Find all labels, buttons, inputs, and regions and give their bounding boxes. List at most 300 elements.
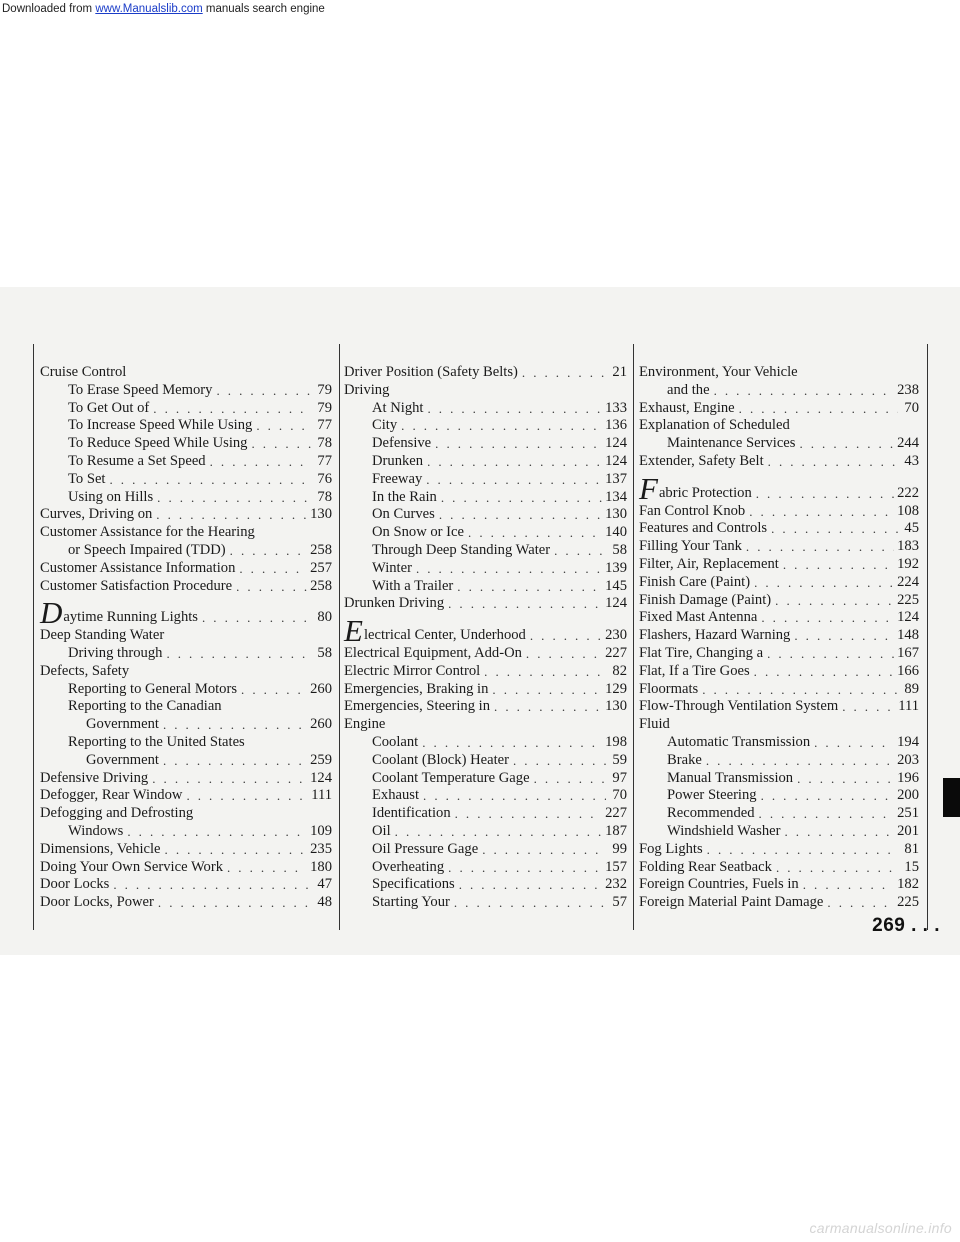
index-entry (40, 364, 332, 382)
index-entry (40, 506, 332, 524)
index-page-ref: 82 (612, 662, 627, 679)
index-entry (639, 453, 919, 471)
index-column-2 (344, 364, 627, 912)
index-page-ref: 70 (904, 399, 919, 416)
index-entry (344, 417, 627, 435)
index-entry (639, 538, 919, 556)
leader-dots (767, 645, 894, 663)
download-banner (0, 0, 960, 287)
index-entry-text (639, 592, 771, 610)
index-entry-label: Doing Your Own Service Work (40, 858, 223, 875)
index-entry (344, 752, 627, 770)
index-entry-label: Curves, Driving on (40, 506, 153, 523)
index-entry (639, 574, 919, 592)
index-entry-text (639, 627, 790, 645)
index-entry-text (68, 681, 237, 699)
index-page-ref: 196 (897, 769, 919, 786)
index-entry-label: Defogging and Defrosting (40, 805, 194, 822)
index-entry (639, 470, 919, 506)
section-letter: D (40, 595, 63, 631)
index-page-ref: 232 (605, 876, 627, 893)
index-page-ref: 225 (897, 591, 919, 608)
leader-dots (455, 805, 602, 823)
index-page-ref: 111 (311, 787, 332, 804)
index-entry-text (639, 716, 670, 734)
index-entry-label: Recommended (667, 805, 755, 822)
index-page-ref: 136 (605, 417, 627, 434)
index-entry (344, 876, 627, 894)
index-page-ref: 200 (897, 787, 919, 804)
index-entry-label: Finish Care (Paint) (639, 573, 751, 590)
index-entry (40, 627, 332, 645)
index-entry-label: Oil (372, 822, 391, 839)
index-entry (344, 716, 627, 734)
index-entry (344, 859, 627, 877)
index-entry-label: Emergencies, Steering in (344, 698, 491, 715)
leader-dots (797, 770, 894, 788)
index-entry-text (372, 859, 444, 877)
index-entry-label: Customer Assistance for the Hearing (40, 524, 255, 541)
index-page-ref: 81 (904, 840, 919, 857)
index-entry-text (40, 841, 161, 859)
index-entry-text (68, 382, 212, 400)
index-page-ref: 111 (898, 698, 919, 715)
leader-dots (494, 698, 602, 716)
index-entry-text (40, 627, 164, 645)
index-entry (639, 400, 919, 418)
index-entry-label: Reporting to the United States (68, 733, 245, 750)
index-entry (40, 471, 332, 489)
index-entry (344, 435, 627, 453)
leader-dots (749, 503, 894, 521)
index-entry-label: Coolant Temperature Gage (372, 769, 530, 786)
index-entry-label: Overheating (372, 858, 445, 875)
index-entry-label: Drunken Driving (344, 595, 445, 612)
leader-dots (163, 752, 307, 770)
index-entry (40, 876, 332, 894)
index-page-ref: 78 (317, 488, 332, 505)
leader-dots (448, 859, 602, 877)
index-entry-label: Starting Your (372, 894, 450, 911)
leader-dots (771, 520, 898, 538)
index-entry (344, 734, 627, 752)
index-entry (344, 400, 627, 418)
index-entry (344, 595, 627, 613)
index-entry-text (639, 841, 703, 859)
index-entry (344, 805, 627, 823)
index-page-ref: 89 (904, 680, 919, 697)
index-entry-label: Reporting to General Motors (68, 680, 238, 697)
index-entry-label: Finish Damage (Paint) (639, 591, 772, 608)
column-rule (633, 344, 634, 930)
leader-dots (401, 417, 602, 435)
index-entry (40, 560, 332, 578)
index-entry-label: Exhaust (372, 787, 420, 804)
index-entry (639, 435, 919, 453)
index-page-ref: 47 (317, 876, 332, 893)
index-entry-label: Environment, Your Vehicle (639, 364, 798, 380)
index-entry-text (344, 663, 480, 681)
leader-dots (441, 489, 602, 507)
index-entry-text (639, 453, 764, 471)
index-entry-label: Defensive (372, 435, 432, 452)
index-page-ref: 225 (897, 894, 919, 911)
leader-dots (241, 681, 307, 699)
index-entry-label: Dimensions, Vehicle (40, 840, 161, 857)
index-page-ref: 230 (605, 627, 627, 644)
index-entry-text (639, 538, 742, 556)
index-entry (40, 841, 332, 859)
index-entry-text (344, 613, 526, 649)
index-entry-label: Power Steering (667, 787, 757, 804)
index-page-ref: 48 (317, 894, 332, 911)
index-page-ref: 130 (605, 506, 627, 523)
index-page-ref: 139 (605, 559, 627, 576)
index-page-ref: 227 (605, 805, 627, 822)
index-entry-text (40, 787, 182, 805)
index-entry-text (639, 417, 790, 435)
index-entry-label: Folding Rear Seatback (639, 858, 772, 875)
leader-dots (202, 609, 311, 627)
download-suffix: manuals search engine (202, 3, 325, 15)
index-entry (40, 578, 332, 596)
index-entry-text (344, 698, 490, 716)
index-entry-text (68, 489, 153, 507)
index-entry-text (667, 823, 780, 841)
index-entry (40, 770, 332, 788)
leader-dots (707, 841, 898, 859)
index-entry (40, 805, 332, 823)
leader-dots (814, 734, 894, 752)
leader-dots (459, 876, 602, 894)
index-entry-text (68, 417, 252, 435)
index-entry-label: To Increase Speed While Using (68, 417, 253, 434)
index-page-ref: 77 (317, 417, 332, 434)
index-entry-text (667, 752, 702, 770)
footer-area (0, 955, 960, 1242)
index-entry-text (372, 770, 530, 788)
section-letter: F (639, 470, 658, 506)
index-entry (344, 698, 627, 716)
index-entry (639, 681, 919, 699)
index-page-ref: 251 (897, 805, 919, 822)
leader-dots (714, 382, 895, 400)
index-page-ref: 157 (605, 858, 627, 875)
index-page-ref: 130 (310, 506, 332, 523)
index-entry (639, 752, 919, 770)
index-entry (639, 894, 919, 912)
index-entry-text (372, 752, 509, 770)
index-entry-label: Government (86, 751, 159, 768)
index-entry-text (372, 876, 455, 894)
index-page-ref: 145 (605, 577, 627, 594)
index-page-ref: 124 (897, 609, 919, 626)
index-page-ref: 58 (612, 541, 627, 558)
index-entry (40, 787, 332, 805)
index-entry (40, 417, 332, 435)
index-entry-text (639, 859, 772, 877)
index-entry (344, 364, 627, 382)
index-entry-label: Deep Standing Water (40, 627, 165, 644)
index-entry-label: Through Deep Standing Water (372, 541, 551, 558)
leader-dots (799, 435, 894, 453)
leader-dots (454, 894, 606, 912)
index-entry-text (40, 578, 232, 596)
index-page-ref: 227 (605, 644, 627, 661)
index-entry (344, 578, 627, 596)
leader-dots (113, 876, 311, 894)
index-entry (639, 592, 919, 610)
index-entry-text (372, 841, 478, 859)
index-entry-text (344, 595, 444, 613)
leader-dots (754, 663, 894, 681)
leader-dots (706, 752, 894, 770)
index-entry (639, 520, 919, 538)
index-entry (639, 663, 919, 681)
leader-dots (739, 400, 898, 418)
index-entry-text (344, 382, 389, 400)
index-entry-label: or Speech Impaired (TDD) (68, 541, 226, 558)
index-entry-text (639, 574, 750, 592)
index-entry (40, 595, 332, 631)
index-entry (344, 560, 627, 578)
index-entry-text (86, 752, 159, 770)
index-entry-text (40, 560, 235, 578)
index-entry-text (639, 645, 763, 663)
index-entry-label: Customer Assistance Information (40, 559, 236, 576)
index-entry (344, 542, 627, 560)
leader-dots (416, 560, 602, 578)
index-entry-text (639, 698, 838, 716)
index-entry (639, 382, 919, 400)
leader-dots (783, 556, 894, 574)
index-entry-label: Freeway (372, 470, 423, 487)
index-entry-label: Automatic Transmission (667, 733, 811, 750)
index-entry-label: Floormats (639, 680, 699, 697)
index-page-ref: 57 (612, 894, 627, 911)
index-page-ref: 148 (897, 627, 919, 644)
index-entry-text (667, 805, 755, 823)
leader-dots (776, 859, 898, 877)
leader-dots (794, 627, 894, 645)
leader-dots (768, 453, 898, 471)
index-entry-text (40, 506, 152, 524)
index-entry (40, 698, 332, 716)
index-entry-label: To Set (68, 470, 106, 487)
index-entry-label: Foreign Material Paint Damage (639, 894, 824, 911)
index-page-ref: 45 (904, 520, 919, 537)
index-entry (344, 613, 627, 649)
leader-dots (426, 471, 602, 489)
index-entry-label: aytime Running Lights (63, 609, 198, 626)
index-entry-text (639, 609, 757, 627)
leader-dots (227, 859, 307, 877)
index-entry (344, 823, 627, 841)
index-entry (639, 876, 919, 894)
index-page-ref: 15 (904, 858, 919, 875)
index-entry (40, 823, 332, 841)
index-page-ref: 21 (612, 364, 627, 380)
leader-dots (526, 645, 602, 663)
index-page-ref: 260 (310, 716, 332, 733)
index-entry-text (667, 770, 793, 788)
index-entry (639, 770, 919, 788)
index-entry-text (372, 560, 412, 578)
download-prefix: Downloaded from (2, 3, 96, 15)
index-entry-text (372, 542, 550, 560)
index-entry-label: Engine (344, 716, 386, 733)
index-entry-label: Flat Tire, Changing a (639, 644, 764, 661)
index-entry (40, 542, 332, 560)
index-entry-text (344, 681, 488, 699)
index-entry-label: Brake (667, 751, 702, 768)
index-entry-text (86, 716, 159, 734)
index-entry (639, 503, 919, 521)
index-page-ref: 108 (897, 502, 919, 519)
leader-dots (457, 578, 602, 596)
index-entry-label: Exhaust, Engine (639, 399, 735, 416)
leader-dots (468, 524, 602, 542)
index-entry (344, 471, 627, 489)
index-entry-text (40, 894, 154, 912)
index-page-ref: 244 (897, 435, 919, 452)
index-page-ref: 80 (317, 609, 332, 626)
index-entry-label: Fluid (639, 716, 670, 733)
index-entry-label: Fog Lights (639, 840, 703, 857)
index-entry-label: Reporting to the Canadian (68, 698, 222, 715)
index-entry-text (40, 364, 126, 382)
index-entry (40, 645, 332, 663)
index-entry-text (372, 734, 418, 752)
leader-dots (775, 592, 894, 610)
index-page-ref: 259 (310, 751, 332, 768)
index-entry-text (372, 435, 431, 453)
index-page-ref: 70 (612, 787, 627, 804)
index-page-ref: 78 (317, 435, 332, 452)
index-column-3 (639, 364, 919, 912)
index-entry-label: With a Trailer (372, 577, 454, 594)
index-entry (344, 382, 627, 400)
leader-dots (256, 417, 311, 435)
leader-dots (784, 823, 894, 841)
index-page-ref: 59 (612, 751, 627, 768)
index-entry (40, 524, 332, 542)
index-entry-label: Customer Satisfaction Procedure (40, 577, 233, 594)
index-page-ref: 77 (317, 452, 332, 469)
index-entry-text (344, 364, 518, 382)
index-entry-label: Explanation of Scheduled (639, 417, 790, 434)
leader-dots (482, 841, 606, 859)
index-entry (344, 841, 627, 859)
page-number: 269 . . . (872, 915, 940, 936)
index-entry (40, 382, 332, 400)
index-page-ref: 167 (897, 644, 919, 661)
leader-dots (530, 627, 602, 645)
index-entry-label: To Resume a Set Speed (68, 452, 206, 469)
index-page-ref: 238 (897, 381, 919, 398)
index-entry (639, 734, 919, 752)
index-entry-label: lectrical Center, Underhood (363, 627, 526, 644)
index-entry (639, 787, 919, 805)
manualslib-link[interactable]: www.Manualslib.com (95, 3, 203, 15)
index-page-ref: 133 (605, 399, 627, 416)
index-entry-label: Foreign Countries, Fuels in (639, 876, 799, 893)
leader-dots (756, 485, 894, 503)
index-entry-text (40, 770, 148, 788)
index-page-ref: 99 (612, 840, 627, 857)
index-entry (40, 752, 332, 770)
leader-dots (842, 698, 895, 716)
leader-dots (153, 400, 311, 418)
index-entry (40, 435, 332, 453)
index-entry-text (667, 382, 710, 400)
index-entry-label: Defogger, Rear Window (40, 787, 183, 804)
leader-dots (427, 453, 602, 471)
index-entry-text (667, 787, 757, 805)
index-entry-label: Government (86, 716, 159, 733)
index-entry-text (639, 520, 767, 538)
index-page-ref: 140 (605, 524, 627, 541)
index-entry-text (40, 876, 109, 894)
index-entry-text (68, 823, 123, 841)
index-page-ref: 192 (897, 555, 919, 572)
index-entry-text (40, 663, 129, 681)
index-entry-label: Door Locks, Power (40, 894, 154, 911)
index-entry-text (639, 663, 750, 681)
leader-dots (186, 787, 308, 805)
index-entry (639, 841, 919, 859)
index-entry (639, 823, 919, 841)
index-entry-label: Fixed Mast Antenna (639, 609, 758, 626)
index-entry-text (372, 400, 423, 418)
index-entry (344, 770, 627, 788)
index-page-ref: 76 (317, 470, 332, 487)
leader-dots (157, 489, 311, 507)
index-entry-label: Door Locks (40, 876, 110, 893)
index-page-ref: 187 (605, 822, 627, 839)
index-entry-text (68, 453, 206, 471)
index-entry (344, 506, 627, 524)
leader-dots (158, 894, 311, 912)
index-page-ref: 124 (605, 595, 627, 612)
index-entry (344, 663, 627, 681)
index-page-ref: 124 (605, 452, 627, 469)
index-entry (344, 787, 627, 805)
index-entry-text (372, 506, 435, 524)
index-entry-label: Features and Controls (639, 520, 768, 537)
index-page-ref: 194 (897, 733, 919, 750)
index-entry-text (372, 578, 453, 596)
index-entry-text (40, 805, 193, 823)
leader-dots (522, 364, 606, 382)
index-entry-text (667, 435, 795, 453)
index-entry-label: Manual Transmission (667, 769, 794, 786)
index-entry-text (40, 859, 223, 877)
index-entry-label: On Curves (372, 506, 435, 523)
index-entry-text (639, 400, 735, 418)
index-entry-label: On Snow or Ice (372, 524, 465, 541)
index-page-ref: 203 (897, 751, 919, 768)
index-entry (639, 645, 919, 663)
index-entry-text (68, 471, 106, 489)
index-page-ref: 224 (897, 573, 919, 590)
leader-dots (422, 734, 602, 752)
index-entry-label: Filter, Air, Replacement (639, 555, 779, 572)
column-rule (33, 344, 34, 930)
index-page-ref: 183 (897, 538, 919, 555)
index-entry-text (372, 787, 419, 805)
index-entry-label: Windshield Washer (667, 822, 781, 839)
